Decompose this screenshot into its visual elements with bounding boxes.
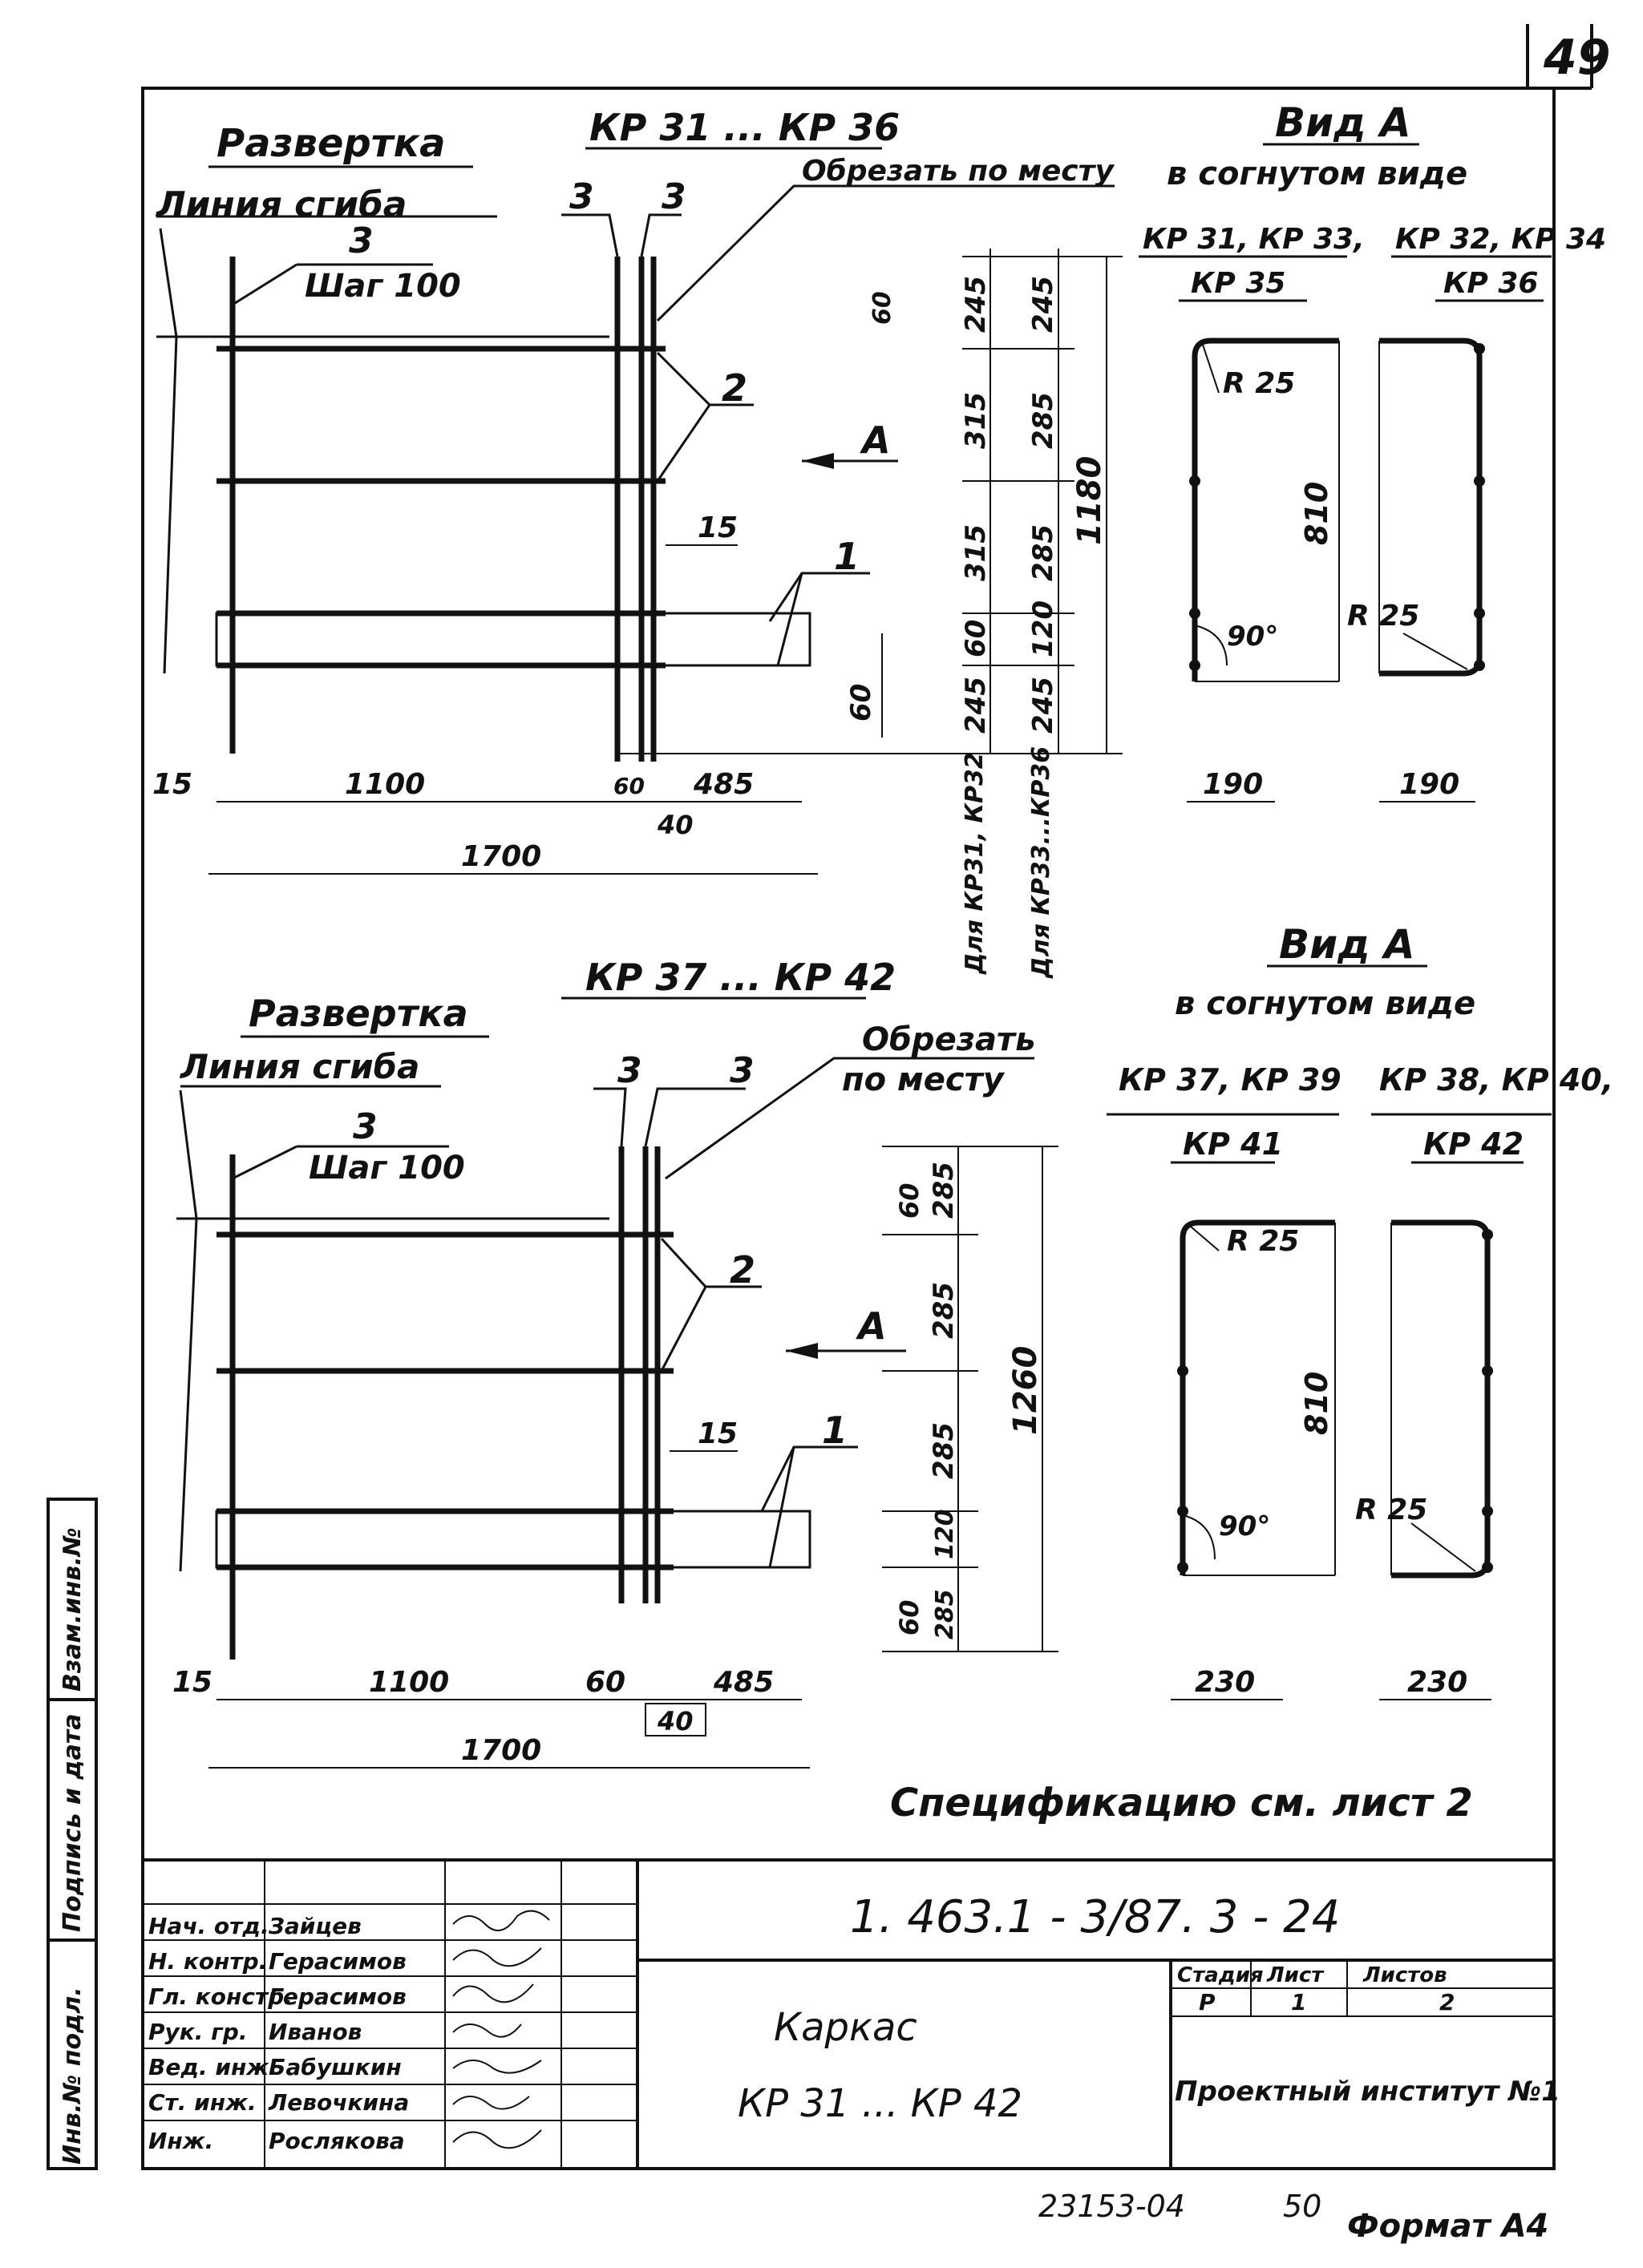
- title-block: [143, 1860, 1560, 2169]
- side-signature-date: Подпись и дата: [59, 1713, 87, 1932]
- bottom-dim-d485: 485: [714, 1666, 775, 1699]
- leader: [641, 215, 682, 257]
- bottom-bar3-label: 3: [353, 1106, 378, 1147]
- top-dim-d60: 60: [613, 773, 645, 799]
- top-dim-60-mid: 60: [868, 291, 896, 325]
- bottom-view-angle: 90°: [1219, 1510, 1271, 1542]
- stamp-role-4: Вед. инж.: [148, 2054, 277, 2080]
- bottom-cut-note-2: по месту: [842, 1061, 1004, 1098]
- bar-dot: [1482, 1229, 1493, 1240]
- stamp-name-line-1: Каркас: [774, 2005, 917, 2050]
- top-view-w-left: 190: [1203, 768, 1264, 801]
- top-cut-note: Обрезать по месту: [802, 155, 1114, 188]
- top-col2-4: 245: [1027, 677, 1059, 734]
- spec-note: Спецификацию см. лист 2: [890, 1781, 1473, 1825]
- bottom-view-subtitle: в согнутом виде: [1175, 985, 1476, 1022]
- signature: [453, 1948, 541, 1966]
- top-total-height: 1180: [1071, 455, 1108, 545]
- top-bar3-label: 3: [349, 220, 374, 261]
- leader: [1403, 633, 1467, 669]
- signature: [453, 2024, 521, 2037]
- top-view-w-right: 190: [1399, 768, 1460, 801]
- top-view-right-label1: КР 32, КР 34: [1395, 223, 1607, 256]
- sheet-number: 49: [1544, 30, 1611, 86]
- leader: [662, 1287, 706, 1371]
- bar-dot: [1474, 660, 1485, 671]
- sheet-value: 1: [1291, 1989, 1307, 2015]
- bottom-view-title: Вид A: [1279, 921, 1415, 968]
- stamp-name-4: Бабушкин: [269, 2054, 402, 2080]
- bottom-col-3: 120: [931, 1509, 959, 1559]
- leader: [233, 1146, 297, 1178]
- stamp-name-6: Рослякова: [269, 2128, 405, 2154]
- top-view-left-label1: КР 31, КР 33,: [1143, 223, 1365, 256]
- bar-dot: [1189, 660, 1200, 671]
- leader: [762, 1447, 858, 1511]
- sheets-header: Листов: [1363, 1963, 1447, 1987]
- format-label: Формат А4: [1347, 2208, 1549, 2245]
- bottom-view-right-label2: КР 42: [1423, 1126, 1524, 1162]
- bar-dot: [1474, 475, 1485, 487]
- top-view-h810: 810: [1299, 481, 1334, 545]
- doc-code: 1. 463.1 - 3/87. 3 - 24: [850, 1891, 1341, 1943]
- side-inv-no: Инв.№ подл.: [59, 1987, 87, 2165]
- top-dim-d1100: 1100: [345, 768, 426, 801]
- bottom-view-r25-a: R 25: [1227, 1225, 1300, 1258]
- sheets-value: 2: [1439, 1989, 1455, 2015]
- bar-dot: [1177, 1506, 1188, 1517]
- top-col1-3: 60: [960, 619, 992, 657]
- bottom-cut-note-1: Обрезать: [862, 1021, 1036, 1058]
- bar-dot: [1189, 608, 1200, 619]
- leader: [593, 1089, 625, 1146]
- bottom-total-height: 1260: [1007, 1345, 1044, 1435]
- bar-dot: [1482, 1506, 1493, 1517]
- stamp-role-3: Рук. гр.: [148, 2019, 248, 2045]
- bottom-col-0: 285: [928, 1162, 960, 1219]
- stamp-role-0: Нач. отд.: [148, 1913, 269, 1939]
- top-dim-d485: 485: [694, 768, 755, 801]
- top-unfolding-drawing: [152, 106, 1123, 979]
- bar-dot: [1482, 1562, 1493, 1573]
- bottom-dim-15: 15: [698, 1417, 739, 1450]
- bottom-label-3a: 3: [617, 1050, 642, 1091]
- top-view-r25-b: R 25: [1347, 600, 1420, 633]
- top-label-1: 1: [834, 535, 860, 578]
- leader: [1191, 1227, 1219, 1251]
- top-view-r25-a: R 25: [1223, 367, 1296, 400]
- bottom-col-2: 285: [928, 1422, 960, 1479]
- bar-dot: [1474, 608, 1485, 619]
- stamp-role-2: Гл. констр.: [148, 1983, 293, 2010]
- leader: [233, 265, 297, 305]
- stamp-name-0: Зайцев: [269, 1913, 362, 1939]
- bottom-view-left-label1: КР 37, КР 39: [1119, 1062, 1342, 1098]
- bottom-col-4: 285: [931, 1589, 959, 1639]
- top-col1-1: 315: [960, 392, 992, 449]
- top-view-left-label2: КР 35: [1191, 267, 1286, 300]
- bar-dot: [1177, 1562, 1188, 1573]
- top-arrow-A: A: [862, 418, 891, 462]
- bar-dot: [1189, 475, 1200, 487]
- stamp-role-1: Н. контр.: [148, 1948, 268, 1975]
- organization: Проектный институт №1: [1175, 2076, 1560, 2108]
- top-col1-0: 245: [960, 276, 992, 333]
- bar-dot: [1177, 1365, 1188, 1377]
- stamp-name-1: Герасимов: [269, 1948, 407, 1975]
- footer-code: 23153-04: [1038, 2189, 1185, 2224]
- top-dim-15: 15: [698, 511, 739, 544]
- bottom-dim-d15: 15: [172, 1666, 213, 1699]
- top-view-subtitle: в согнутом виде: [1167, 156, 1468, 192]
- bottom-dim-60-b: 60: [894, 1599, 925, 1635]
- leader: [1411, 1523, 1475, 1571]
- bottom-arrow-A: A: [858, 1304, 887, 1348]
- bottom-dim-d40: 40: [658, 1706, 694, 1736]
- signature: [453, 1911, 549, 1930]
- top-razvertka-title: Развертка: [217, 121, 446, 166]
- bottom-view-w-left: 230: [1195, 1666, 1256, 1699]
- leader: [658, 405, 710, 481]
- leader: [770, 1447, 794, 1567]
- bottom-label-3b: 3: [730, 1050, 755, 1091]
- side-columns: [48, 1499, 96, 2169]
- signature: [453, 2130, 541, 2148]
- angle-arc: [1195, 625, 1227, 665]
- bar-1-outline: [217, 1511, 810, 1567]
- bottom-view-h810: 810: [1299, 1371, 1334, 1435]
- bottom-label-1: 1: [822, 1409, 848, 1452]
- bottom-dim-60-a: 60: [894, 1183, 925, 1219]
- leader: [1203, 345, 1219, 393]
- sheet-header: Лист: [1267, 1963, 1324, 1987]
- side-replace-inv: Взам.инв.№: [59, 1527, 87, 1692]
- leader: [778, 573, 802, 665]
- bottom-view-left-label2: КР 41: [1183, 1126, 1284, 1162]
- top-view-angle: 90°: [1227, 621, 1279, 653]
- leader: [645, 1089, 746, 1146]
- leader: [561, 215, 617, 257]
- top-col2-2: 285: [1027, 524, 1059, 581]
- bottom-col-1: 285: [928, 1282, 960, 1339]
- bottom-label-2: 2: [730, 1248, 756, 1292]
- top-label-3a: 3: [569, 176, 594, 217]
- stamp-name-5: Левочкина: [269, 2089, 410, 2116]
- bottom-dim-d60: 60: [585, 1666, 626, 1699]
- top-dim-d40: 40: [658, 810, 694, 840]
- top-side-note-1: Для КР31, КР32: [961, 752, 989, 974]
- signature: [453, 1984, 533, 2002]
- top-dim-d1700: 1700: [461, 840, 542, 873]
- top-col2-0: 245: [1027, 276, 1059, 333]
- top-view-title: Вид A: [1275, 99, 1411, 146]
- top-col1-4: 245: [960, 677, 992, 734]
- bottom-title: КР 37 ... КР 42: [585, 956, 896, 999]
- top-dim-60-left: 60: [845, 683, 877, 722]
- footer-page: 50: [1283, 2189, 1322, 2224]
- top-col2-1: 285: [1027, 392, 1059, 449]
- bar-dot: [1482, 1365, 1493, 1377]
- stamp-role-5: Ст. инж.: [148, 2089, 257, 2116]
- bottom-view-r25-b: R 25: [1355, 1494, 1428, 1526]
- top-fold-line-label: Линия сгиба: [156, 184, 407, 225]
- bottom-unfolding-drawing: [172, 956, 1058, 1768]
- top-title: КР 31 ... КР 36: [589, 106, 900, 149]
- bar-dot: [1474, 343, 1485, 354]
- stamp-role-6: Инж.: [148, 2128, 214, 2154]
- stage-header: Стадия: [1177, 1963, 1264, 1987]
- bottom-dim-d1100: 1100: [369, 1666, 450, 1699]
- top-dim-d15: 15: [152, 768, 193, 801]
- signature: [453, 2060, 541, 2073]
- top-col2-3: 120: [1027, 600, 1059, 657]
- top-step-label: Шаг 100: [305, 268, 461, 305]
- stamp-name-2: Герасимов: [269, 1983, 407, 2010]
- angle-arc: [1183, 1515, 1215, 1559]
- bottom-view-w-right: 230: [1407, 1666, 1468, 1699]
- top-side-note-2: Для КР33...КР36: [1027, 746, 1055, 978]
- top-label-3b: 3: [662, 176, 686, 217]
- bar-1-outline: [217, 613, 810, 665]
- fold-line-leader: [160, 228, 176, 673]
- stamp-name-line-2: КР 31 ... КР 42: [738, 2081, 1023, 2126]
- top-view-a: [1139, 99, 1606, 802]
- signature: [453, 2096, 529, 2109]
- top-col1-2: 315: [960, 524, 992, 581]
- bottom-razvertka-title: Развертка: [249, 992, 468, 1035]
- bottom-dim-d1700: 1700: [461, 1734, 542, 1767]
- bottom-view-right-label1: КР 38, КР 40,: [1379, 1062, 1614, 1098]
- bottom-step-label: Шаг 100: [309, 1150, 465, 1187]
- bottom-fold-line-label: Линия сгиба: [180, 1047, 420, 1086]
- top-label-2: 2: [722, 366, 748, 410]
- view-arrow-head: [802, 453, 834, 469]
- top-view-right-label2: КР 36: [1443, 267, 1539, 300]
- stage-value: Р: [1199, 1989, 1216, 2015]
- bottom-view-a: [1107, 921, 1613, 1700]
- view-arrow-head: [786, 1343, 818, 1359]
- stamp-name-3: Иванов: [269, 2019, 362, 2045]
- fold-line-leader: [180, 1090, 196, 1571]
